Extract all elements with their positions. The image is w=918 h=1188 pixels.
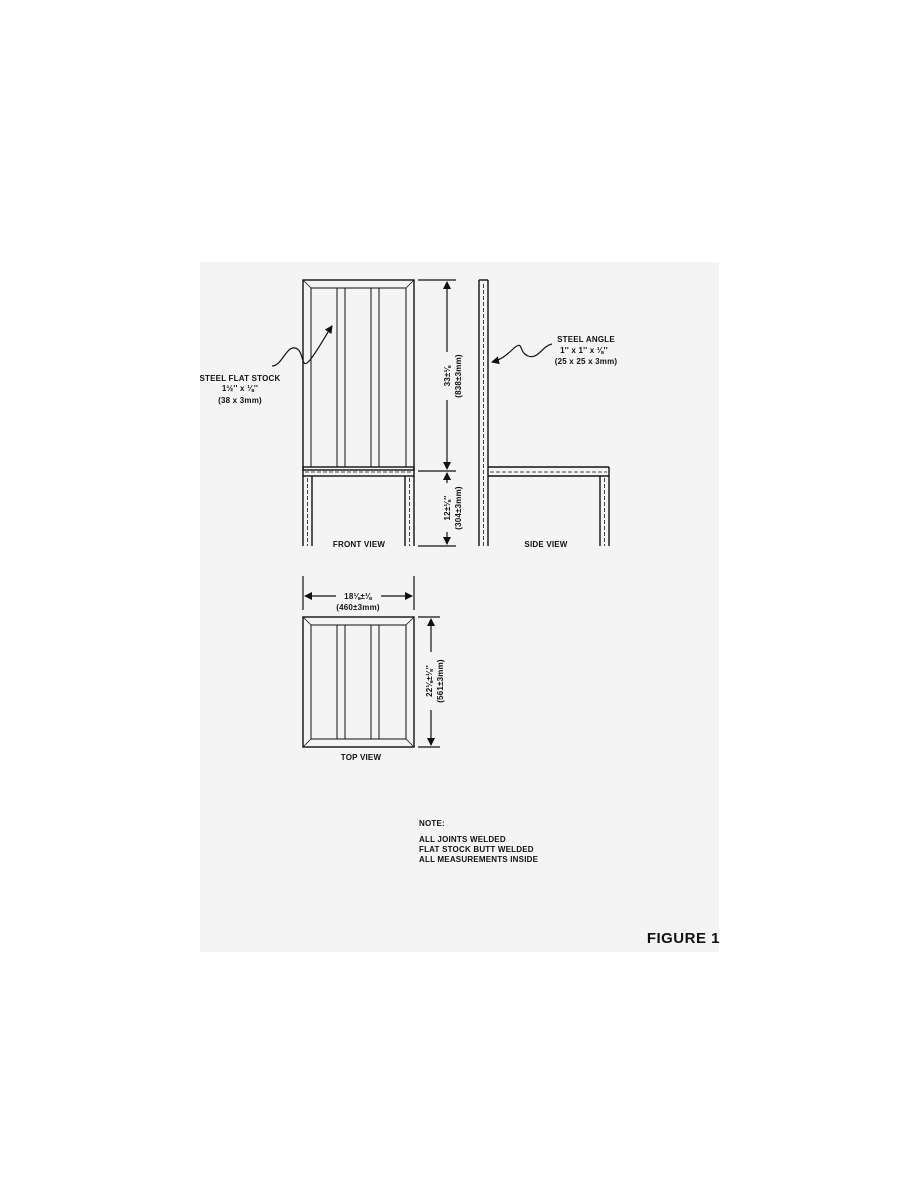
front-view: [303, 280, 414, 546]
steel-angle-title: STEEL ANGLE: [557, 335, 615, 344]
flat-stock-leader: [272, 326, 332, 366]
note-line-butt-welded: FLAT STOCK BUTT WELDED: [419, 845, 534, 854]
top-view-label: TOP VIEW: [340, 753, 382, 762]
dim-leg-metric-label: (304±3mm): [454, 486, 463, 530]
note-line-joints: ALL JOINTS WELDED: [419, 835, 506, 844]
dim-height-label: 33±⅛: [443, 365, 452, 387]
top-outer-frame: [303, 617, 414, 747]
side-view: [479, 280, 609, 546]
steel-angle-metric: (25 x 25 x 3mm): [554, 357, 618, 366]
steel-angle-leader: [492, 344, 552, 362]
flat-stock-title: STEEL FLAT STOCK: [199, 374, 281, 383]
notes-block: [419, 819, 538, 865]
dim-leg-label: 12±⅛'': [443, 495, 452, 521]
flat-stock-size: 1½'' x ⅛'': [221, 384, 259, 393]
dim-height-metric-label: (838±3mm): [454, 354, 463, 398]
note-heading: NOTE:: [419, 819, 445, 828]
front-outer-frame: [303, 280, 414, 470]
flat-stock-metric: (38 x 3mm): [218, 396, 262, 405]
dim-width-metric-label: (460±3mm): [336, 603, 380, 612]
note-line-measurements: ALL MEASUREMENTS INSIDE: [419, 855, 539, 864]
steel-angle-size: 1'' x 1'' x ⅛'': [560, 346, 608, 355]
dim-depth-metric-label: (561±3mm): [436, 659, 445, 703]
front-seat-band: [303, 467, 414, 476]
front-inner-frame: [311, 288, 406, 467]
figure-label: FIGURE 1: [646, 930, 720, 947]
side-view-label: SIDE VIEW: [524, 540, 568, 549]
top-view: [303, 617, 414, 747]
top-inner-frame: [311, 625, 406, 739]
front-view-label: FRONT VIEW: [332, 540, 386, 549]
dim-width-label: 18⅛±⅛: [344, 592, 372, 601]
dim-depth-label: 22⅛±⅛'': [425, 665, 434, 697]
